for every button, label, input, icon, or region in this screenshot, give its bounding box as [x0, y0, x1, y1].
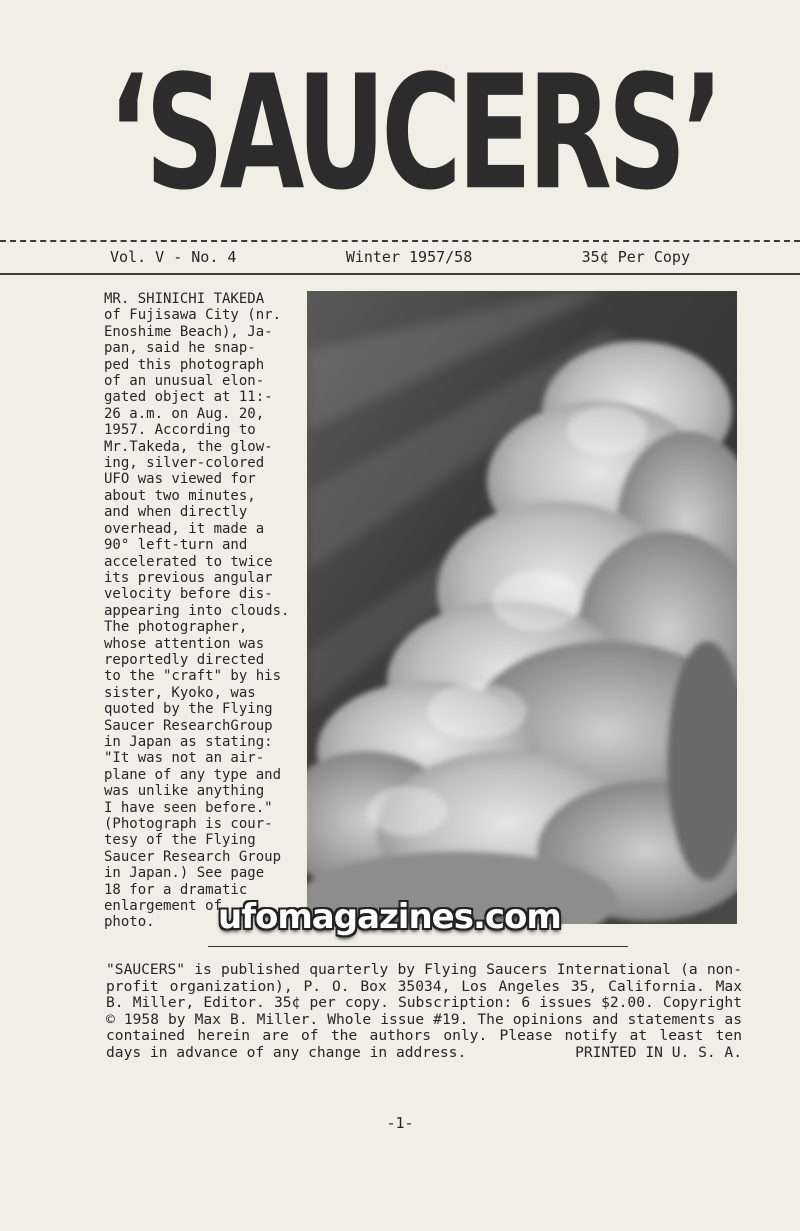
masthead-title: ‘SAUCERS’	[108, 42, 720, 226]
publication-notice-text: "SAUCERS" is published quarterly by Flying Saucers International (a non-profit organization), P. O. Box 35034, Los Angeles 35, California. Max B. Miller, Editor. 35¢ per copy. Subscription: 6 issues $2.00. Copyright © 1958 by Max B. Miller. Whole issue #19. The opinions and statements as contained herein are of the authors only. Please notify at least ten days in advance of any change in address.	[106, 961, 742, 1061]
ufo-cloud-photograph	[307, 291, 737, 924]
watermark: ufomagazines.com	[218, 897, 561, 937]
photo-caption: MR. SHINICHI TAKEDA of Fujisawa City (nr. Enoshime Beach), Ja- pan, said he snap- ped this photograph of an unusual elon- gated object at 11:- 26 a.m. on Aug. 20, 1957. According to Mr.Takeda, the glow- ing, silver-colored UFO was viewed for about two minutes, and when directly overhead, it made a 90° left-turn and accelerated to twice its previous angular velocity before dis- appearing into clouds. The photographer, whose attention was reportedly directed to the "craft" by his sister, Kyoko, was quoted by the Flying Saucer ResearchGroup in Japan as stating: "It was not an air- plane of any type and was unlike anything I have seen before." (Photograph is cour- tesy of the Flying Saucer Research Group in Japan.) See page 18 for a dramatic enlargement of photo.	[104, 291, 290, 931]
page-number: -1-	[386, 1114, 414, 1132]
issue-date: Winter 1957/58	[345, 248, 473, 266]
masthead-divider-bottom	[0, 273, 800, 275]
volume-number: Vol. V - No. 4	[110, 248, 237, 266]
issue-price: 35¢ Per Copy	[581, 248, 690, 266]
section-separator	[208, 946, 628, 947]
publication-notice	[106, 962, 742, 1061]
masthead-divider-top	[0, 240, 800, 242]
issue-info-bar	[110, 248, 690, 266]
printed-in-note: PRINTED IN U. S. A.	[575, 1043, 742, 1061]
